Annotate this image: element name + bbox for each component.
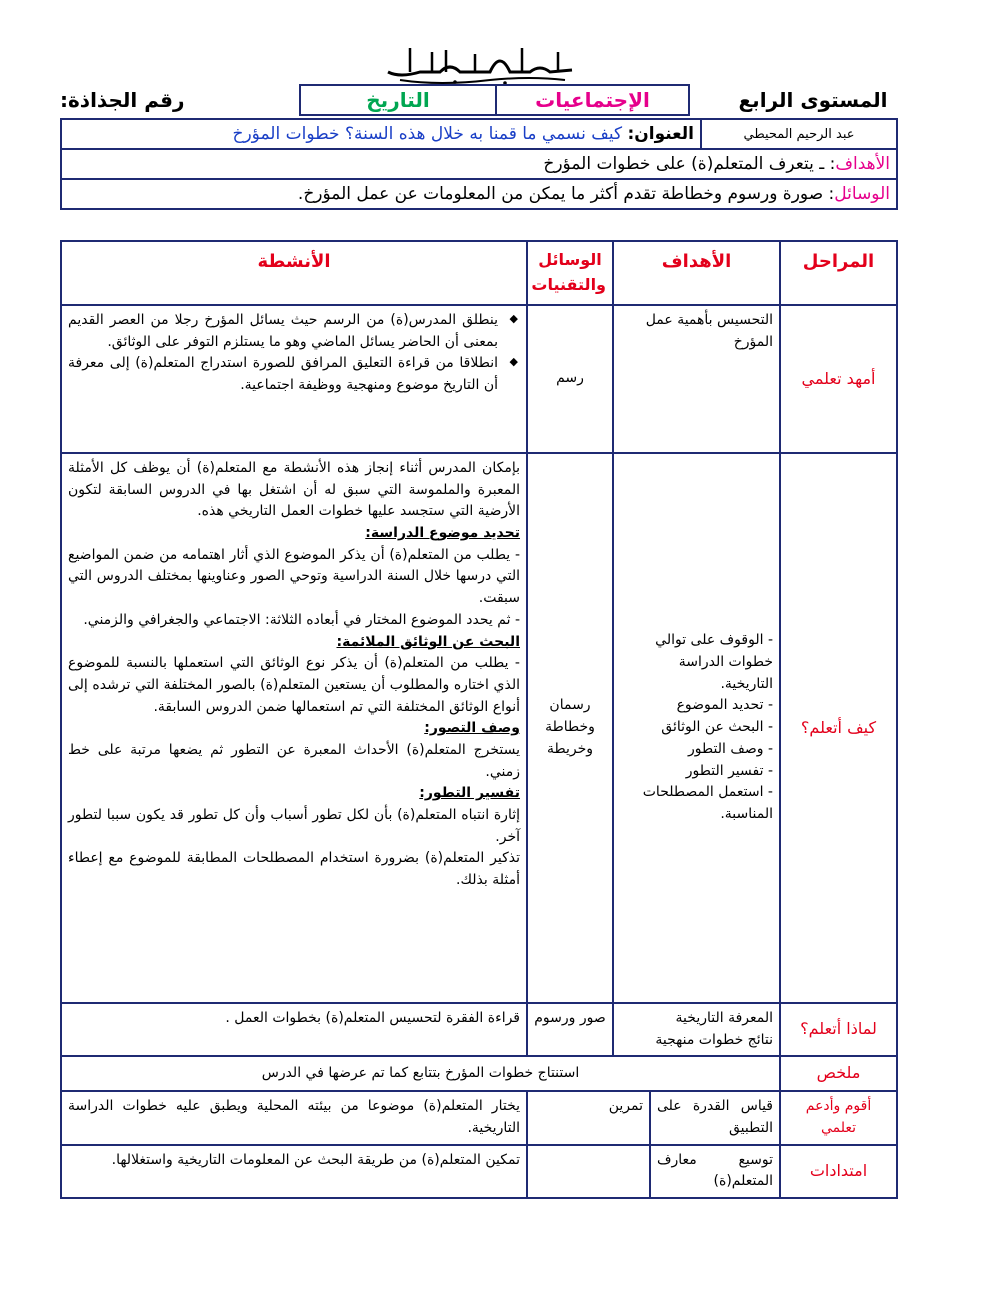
goal-assess: قياس القدرة على التطبيق: [650, 1091, 780, 1144]
section-title: وصف التصور:: [424, 720, 520, 737]
goal-prepare: التحسيس بأهمية عمل المؤرخ: [613, 305, 780, 453]
subject-label: الإجتماعيات: [495, 84, 690, 116]
table-row: [61, 1003, 897, 1056]
goals-label: الأهداف: [835, 154, 890, 174]
summary-text: استنتاج خطوات المؤرخ بتتابع كما تم عرضها في الدرس: [61, 1056, 780, 1091]
table-row: [61, 453, 897, 1003]
intro-text: بإمكان المدرس أثناء إنجاز هذه الأنشطة مع المتعلم(ة) أن يوظف كل الأمثلة المعبرة والملموسة التي سبق له أن اشتغل بها في الدروس السابقة لتكون الأرضية التي ستجسد عليها خطوات العمل التاريخي هذه.: [68, 460, 520, 520]
activities-learn: [61, 453, 527, 1003]
stage-assess: أقوم وأدعم تعلمي: [780, 1091, 897, 1144]
header-means: الوسائل والتقنيات: [527, 241, 613, 305]
header-stages: المراحل: [780, 241, 897, 305]
means-why: صور ورسوم: [527, 1003, 613, 1056]
list-item: المعرفة التاريخية: [675, 1010, 773, 1026]
table-row: [61, 1091, 897, 1144]
section-title: البحث عن الوثائق الملائمة:: [336, 633, 520, 650]
goals-value: : ـ يتعرف المتعلم(ة) على خطوات المؤرخ: [543, 154, 836, 174]
table-row: [61, 1056, 897, 1091]
list-item: - الوقوف على توالي خطوات الدراسة التاريخية.: [655, 632, 773, 692]
activities-extend: تمكين المتعلم(ة) من طريقة البحث عن المعلومات التاريخية واستغلالها.: [61, 1145, 527, 1198]
paragraph: - ثم يحدد الموضوع المختار في أبعاده الثلاثة: الاجتماعي والجغرافي والزمني.: [83, 611, 520, 628]
title-value: كيف نسمي ما قمنا به خلال هذه السنة؟ خطوات المؤرخ: [232, 124, 623, 144]
lesson-means: [61, 179, 897, 209]
teacher-name: عبد الرحيم المحيطي: [701, 119, 897, 149]
paragraph: إثارة انتباه المتعلم(ة) بأن لكل تطور أسباب وأن كل تطور قد يكون سببا لتطور آخر.: [68, 807, 520, 845]
means-learn: [527, 453, 613, 1003]
level-label: المستوى الرابع: [738, 88, 888, 112]
activities-prepare: [61, 305, 527, 453]
means-value: : صورة ورسوم وخطاطة تقدم أكثر ما يمكن من المعلومات عن عمل المؤرخ.: [297, 184, 835, 204]
paragraph: يستخرج المتعلم(ة) الأحداث المعبرة عن التطور ثم يضعها مرتبة على خط زمني.: [68, 741, 520, 780]
stage-summary: ملخص: [780, 1056, 897, 1091]
goals-learn: [613, 453, 780, 1003]
means-item: رسمان: [549, 697, 591, 714]
list-item: - تحديد الموضوع: [676, 697, 773, 714]
table-header-row: [61, 241, 897, 305]
means-label: الوسائل: [834, 184, 890, 204]
activities-assess: يختار المتعلم(ة) موضوعا من بيئته المحلية ويطبق عليه خطوات الدراسة التاريخية.: [61, 1091, 527, 1144]
list-item: - البحث عن الوثائق: [661, 719, 773, 736]
list-item: - استعمل المصطلحات المناسبة.: [642, 784, 773, 822]
paragraph: - يطلب من المتعلم(ة) أن يذكر الموضوع الذي أثار اهتمامه من ضمن المواضيع التي درسها خلال السنة الدراسية وتوحي الصور وعناوينها بمختلف الدروس التي سبقت.: [68, 546, 520, 607]
header-row: [60, 84, 898, 116]
lesson-goals: [61, 149, 897, 179]
means-item: وخطاطة: [545, 719, 595, 736]
stage-prepare: أمهد تعلمي: [780, 305, 897, 453]
stage-learn: كيف أتعلم؟: [780, 453, 897, 1003]
list-item: ◆ انطلاقا من قراءة التعليق المرافق للصورة استدراج المتعلم(ة) إلى معرفة أن التاريخ موضوع ومنهجية ووظيفة اجتماعية.: [68, 353, 520, 396]
list-item: - تفسير التطور: [685, 762, 773, 779]
paragraph: - يطلب من المتعلم(ة) أن يذكر نوع الوثائق التي استعملها بالنسبة للموضوع الذي اختاره والمطلوب أن يستعين المتعلم(ة) بالصور المختلفة التي ترشده إلى أنواع الوثائق المختلفة التي تم استعمالها ضمن الدروس السابقة.: [68, 655, 520, 715]
lesson-table: [60, 240, 898, 1199]
section-title: تفسير التطور:: [419, 785, 520, 802]
activities-why: قراءة الفقرة لتحسيس المتعلم(ة) بخطوات العمل .: [61, 1003, 527, 1056]
stage-extend: امتدادات: [780, 1145, 897, 1198]
table-row: [61, 305, 897, 453]
means-item: وخريطة: [546, 740, 594, 757]
title-label: العنوان:: [627, 124, 694, 144]
header-goals: الأهداف: [613, 241, 780, 305]
means-extend: [527, 1145, 650, 1198]
header-activities: الأنشطة: [61, 241, 527, 305]
list-item: نتائج خطوات منهجية: [655, 1031, 773, 1048]
card-number-label: رقم الجذاذة:: [60, 88, 185, 112]
paragraph: تذكير المتعلم(ة) بضرورة استخدام المصطلحات المطابقة للموضوع مع إعطاء أمثلة بذلك.: [68, 850, 520, 889]
info-table: [60, 118, 898, 210]
means-prepare: رسم: [527, 305, 613, 453]
lesson-title: [61, 119, 701, 149]
means-assess: تمرين: [527, 1091, 650, 1144]
section-title: تحديد موضوع الدراسة:: [365, 525, 520, 542]
goals-why: [613, 1003, 780, 1056]
table-row: [61, 1145, 897, 1198]
goal-extend: توسيع معارف المتعلم(ة): [650, 1145, 780, 1198]
list-item: ◆ ينطلق المدرس(ة) من الرسم حيث يسائل المؤرخ رجلا من العصر القديم بمعنى أن الحاضر يسائل الماضي وهو ما يستلزم التوفر على الوثائق.: [68, 310, 520, 353]
stage-why: لماذا أتعلم؟: [780, 1003, 897, 1056]
basmala-calligraphy: [380, 42, 580, 86]
branch-label: التاريخ: [299, 84, 497, 116]
list-item: - وصف التطور: [688, 740, 773, 757]
